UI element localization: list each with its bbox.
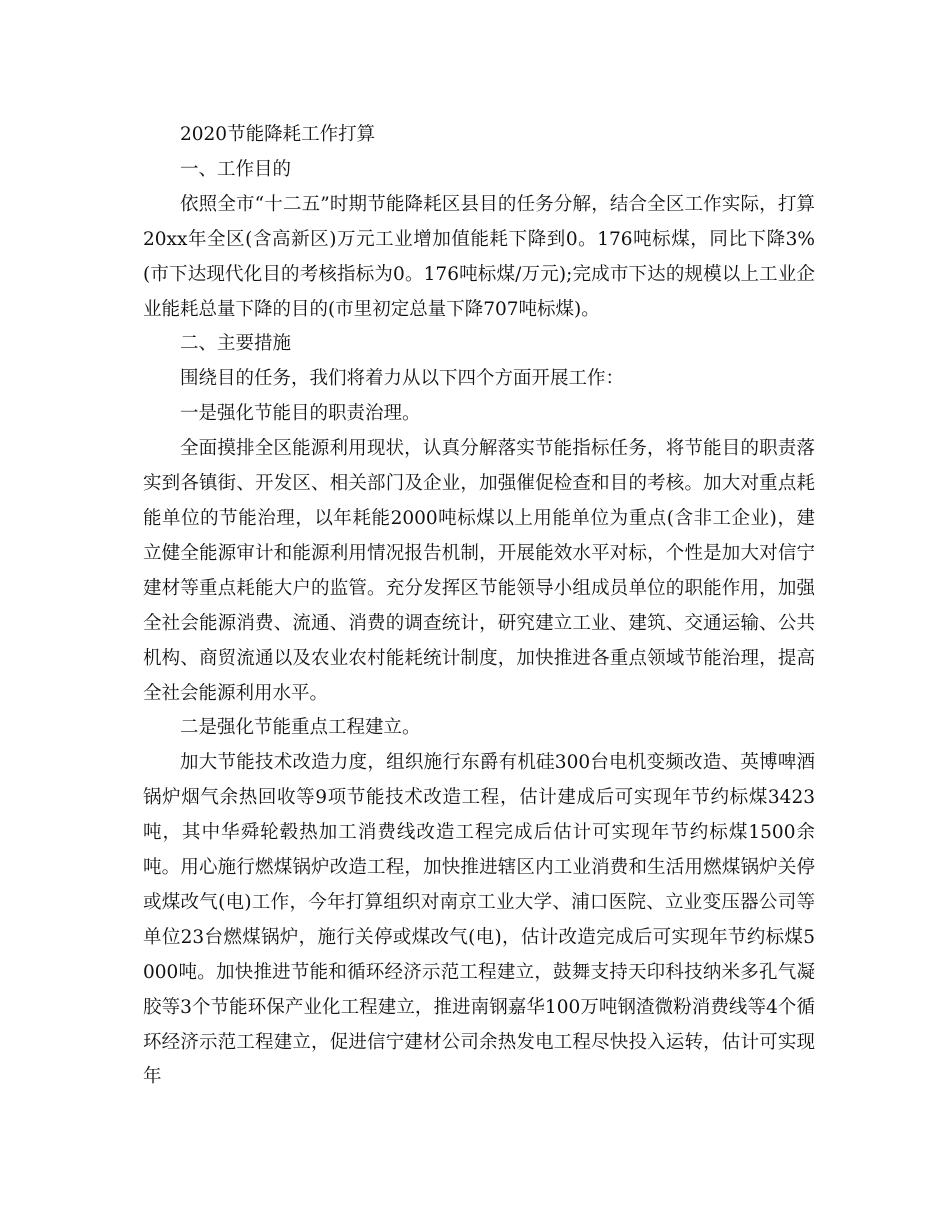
document-body (143, 118, 815, 1095)
paragraph-goals: 依照全市“十二五”时期节能降耗区县目的任务分解，结合全区工作实际，打算20xx年全区(含高新区)万元工业增加值能耗下降到0。176吨标煤，同比下降3%(市下达现代化目的考核指标为0。176吨标煤/万元);完成市下达的规模以上工业企业能耗总量下降的目的(市里初定总量下降707吨标煤)。 (143, 193, 815, 320)
subheading-key-projects: 二是强化节能重点工程建立。 (180, 717, 421, 739)
subheading-responsibility: 一是强化节能目的职责治理。 (180, 403, 421, 425)
document-title: 2020节能降耗工作打算 (180, 124, 376, 145)
paragraph-responsibility: 全面摸排全区能源利用现状，认真分解落实节能指标任务，将节能目的职责落实到各镇街、开发区、相关部门及企业，加强催促检查和目的考核。加大对重点耗能单位的节能治理，以年耗能2000吨标煤以上用能单位为重点(含非工企业)，建立健全能源审计和能源利用情况报告机制，开展能效水平对标，个性是加大对信宁建材等重点耗能大户的监管。充分发挥区节能领导小组成员单位的职能作用，加强全社会能源消费、流通、消费的调查统计，研究建立工业、建筑、交通运输、公共机构、商贸流通以及农业农村能耗统计制度，加快推进各重点领域节能治理，提高全社会能源利用水平。 (143, 438, 815, 704)
section-heading-goals: 一、工作目的 (180, 158, 292, 180)
paragraph-key-projects: 加大节能技术改造力度，组织施行东爵有机硅300台电机变频改造、英博啤酒锅炉烟气余热回收等9项节能技术改造工程，估计建成后可实现年节约标煤3423吨，其中华舜轮毂热加工消费线改造工程完成后估计可实现年节约标煤1500余吨。用心施行燃煤锅炉改造工程，加快推进辖区内工业消费和生活用燃煤锅炉关停或煤改气(电)工作，今年打算组织对南京工业大学、浦口医院、立业变压器公司等单位23台燃煤锅炉，施行关停或煤改气(电)，估计改造完成后可实现年节约标煤5000吨。加快推进节能和循环经济示范工程建立，鼓舞支持天印科技纳米多孔气凝胶等3个节能环保产业化工程建立，推进南钢嘉华100万吨钢渣微粉消费线等4个循环经济示范工程建立，促进信宁建材公司余热发电工程尽快投入运转，估计可实现年 (143, 752, 815, 1088)
paragraph-measures-intro: 围绕目的任务，我们将着力从以下四个方面开展工作： (180, 368, 625, 390)
section-heading-measures: 二、主要措施 (180, 333, 292, 355)
